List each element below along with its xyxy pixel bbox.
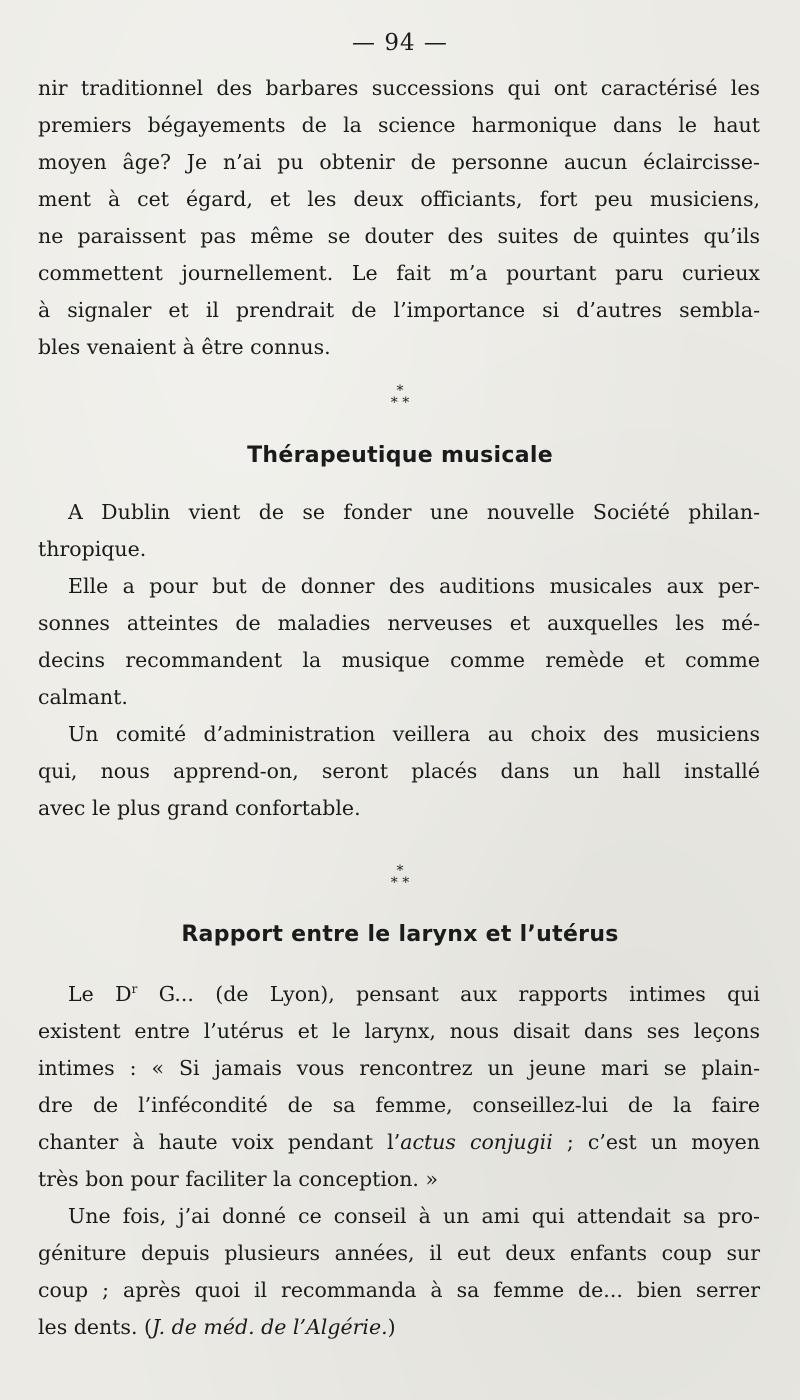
section1-line: calmant. — [38, 685, 128, 709]
page-number: — 94 — — [352, 30, 448, 56]
section2-body — [38, 976, 760, 1346]
section2-text: chanter à haute voix pendant l’ — [38, 1130, 401, 1154]
section2-line — [38, 1124, 760, 1161]
intro-line: moyen âge? Je n’ai pu obtenir de personne aucun éclaircisse- — [38, 150, 760, 174]
section2-line: dre de l’infécondité de sa femme, conseillez-lui de la faire — [38, 1093, 760, 1117]
asterism-top: * — [396, 863, 404, 879]
intro-paragraph — [38, 70, 760, 366]
section1-line: A Dublin vient de se fonder une nouvelle Société philan- — [68, 500, 760, 524]
section-title-rapport: Rapport entre le larynx et l’utérus — [181, 922, 619, 947]
intro-line: ment à cet égard, et les deux officiants, fort peu musiciens, — [38, 187, 760, 211]
section2-line: coup ; après quoi il recommanda à sa femme de... bien serrer — [38, 1278, 760, 1302]
section-separator — [0, 385, 800, 409]
intro-line: ne paraissent pas même se douter des suites de quintes qu’ils — [38, 224, 760, 248]
doctor-abbrev-sup: r — [131, 982, 138, 997]
intro-line: bles venaient à être connus. — [38, 335, 331, 359]
section1-line: decins recommandent la musique comme remède et comme — [38, 648, 760, 672]
section2-line: existent entre l’utérus et le larynx, nous disait dans ses leçons — [38, 1019, 760, 1043]
section1-line: avec le plus grand confortable. — [38, 796, 361, 820]
intro-line: commettent journellement. Le fait m’a pourtant paru curieux — [38, 261, 760, 285]
asterism-bottom: * * — [390, 395, 410, 411]
intro-line: premiers bégayements de la science harmonique dans le haut — [38, 113, 760, 137]
section2-line: Une fois, j’ai donné ce conseil à un ami qui attendait sa pro- — [68, 1204, 760, 1228]
section2-line — [38, 976, 760, 1013]
section-separator — [0, 865, 800, 889]
section2-line — [38, 1309, 760, 1346]
intro-line: nir traditionnel des barbares successions qui ont caractérisé les — [38, 76, 760, 100]
source-citation: J. de méd. de l’Algérie. — [151, 1315, 388, 1339]
section2-line: intimes : « Si jamais vous rencontrez un jeune mari se plain- — [38, 1056, 760, 1080]
section2-text: G... (de Lyon), pensant aux rapports intimes qui — [137, 982, 760, 1006]
section2-line: géniture depuis plusieurs années, il eut deux enfants coup sur — [38, 1241, 760, 1265]
section1-line: sonnes atteintes de maladies nerveuses et auxquelles les mé- — [38, 611, 760, 635]
section-title-therapeutique: Thérapeutique musicale — [247, 443, 553, 468]
section1-line: qui, nous apprend-on, seront placés dans un hall installé — [38, 759, 760, 783]
section1-body — [38, 494, 760, 827]
section2-text: ; c’est un moyen — [552, 1130, 760, 1154]
asterism-top: * — [396, 383, 404, 399]
section1-line: Un comité d’administration veillera au choix des musiciens — [68, 722, 760, 746]
section1-line: thropique. — [38, 537, 147, 561]
section2-text: les dents. ( — [38, 1315, 152, 1339]
latin-phrase: actus conjugii — [400, 1130, 553, 1154]
section1-line: Elle a pour but de donner des auditions musicales aux per- — [68, 574, 760, 598]
asterism-bottom: * * — [390, 875, 410, 891]
section2-line: très bon pour faciliter la conception. » — [38, 1167, 438, 1191]
section2-text: ) — [387, 1315, 396, 1339]
intro-line: à signaler et il prendrait de l’importance si d’autres sembla- — [38, 298, 760, 322]
doctor-abbrev: Le D — [68, 982, 132, 1006]
